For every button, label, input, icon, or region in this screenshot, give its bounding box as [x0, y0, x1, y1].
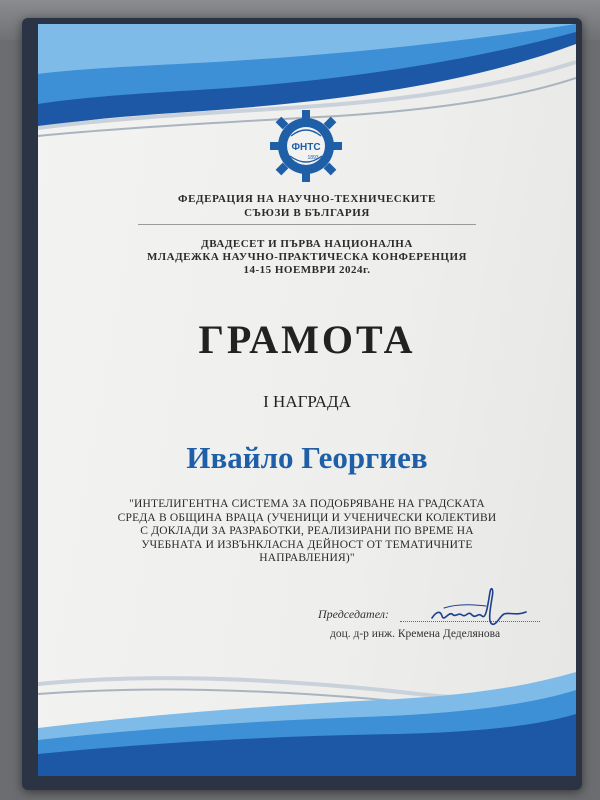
handwritten-signature-icon: [426, 582, 536, 630]
project-line-3: С ДОКЛАДИ ЗА РАЗРАБОТКИ, РЕАЛИЗИРАНИ ПО ВРЕМЕ НА: [140, 525, 474, 537]
project-line-1: "ИНТЕЛИГЕНТНА СИСТЕМА ЗА ПОДОБРЯВАНЕ НА ГРАДСКАТА: [129, 498, 485, 510]
conference-line-2: МЛАДЕЖКА НАУЧНО-ПРАКТИЧЕСКА КОНФЕРЕНЦИЯ: [147, 251, 467, 263]
chair-label: Председател:: [318, 607, 389, 621]
recipient-name: Ивайло Георгиев: [186, 440, 428, 475]
conference-date: 14-15 НОЕМВРИ 2024г.: [243, 264, 371, 276]
chair-name: доц. д-р инж. Кремена Деделянова: [330, 628, 501, 640]
conference-line-1: ДВАДЕСЕТ И ПЪРВА НАЦИОНАЛНА: [201, 238, 413, 250]
project-title: [92, 498, 522, 566]
logo-year: 1893: [307, 155, 319, 161]
ftc-logo: [266, 106, 346, 186]
certificate-paper: [38, 24, 576, 776]
certificate-title: ГРАМОТА: [198, 317, 416, 362]
logo-text: ФНТС: [291, 142, 321, 153]
award-level: I НАГРАДА: [263, 392, 351, 411]
bottom-wave-decoration: [38, 636, 576, 776]
project-line-2: СРЕДА В ОБЩИНА ВРАЦА (УЧЕНИЦИ И УЧЕНИЧЕСКИ КОЛЕКТИВИ: [117, 511, 497, 524]
federation-line-2: СЪЮЗИ В БЪЛГАРИЯ: [244, 207, 370, 219]
project-line-4: УЧЕБНАТА И ИЗВЪНКЛАСНА ДЕЙНОСТ ОТ ТЕМАТИЧНИТЕ: [141, 538, 473, 551]
federation-line-1: ФЕДЕРАЦИЯ НА НАУЧНО-ТЕХНИЧЕСКИТЕ: [178, 193, 436, 205]
federation-name: [38, 192, 576, 220]
conference-info: [38, 238, 576, 277]
project-line-5: НАПРАВЛЕНИЯ)": [259, 552, 355, 564]
divider: [138, 224, 476, 225]
